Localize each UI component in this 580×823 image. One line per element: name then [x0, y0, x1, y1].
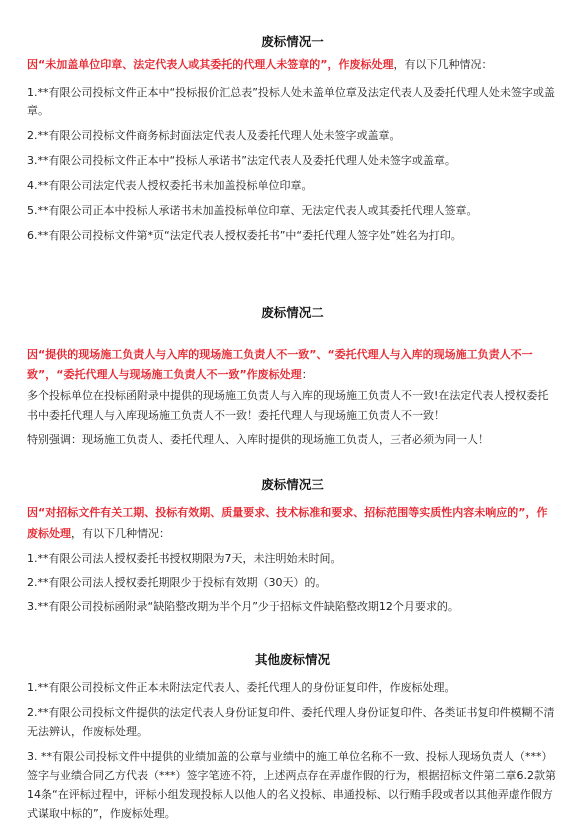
list-item: 5.**有限公司正本中投标人承诺书未加盖投标单位印章、无法定代表人或其委托代理人签章。: [27, 204, 478, 217]
list-item: 2.**有限公司投标文件商务标封面法定代表人及委托代理人处未签字或盖章。: [27, 129, 401, 142]
list-item: 6.**有限公司投标文件第*页“法定代表人授权委托书”中“委托代理人签字处”姓名为打印。: [27, 229, 462, 242]
section-3-intro-highlight: 因“对招标文件有关工期、投标有效期、质量要求、技术标准和要求、招标范围等实质性内容未响应的”，作废标处理: [27, 506, 548, 540]
section-2-note: 特别强调：现场施工负责人、委托代理人、入库时提供的现场施工负责人，三者必须为同一人！: [27, 433, 489, 446]
section-1-intro-highlight: 因“未加盖单位印章、法定代表人或其委托的代理人未签章的”，作废标处理: [27, 58, 394, 71]
list-item: 1.**有限公司投标文件正本中“投标报价汇总表”投标人处未盖单位章及法定代表人及委托代理人处未签字或盖章。: [27, 86, 555, 117]
section-2-title: 废标情况二: [261, 305, 324, 320]
list-item: 1.**有限公司法人授权委托书授权期限为7天，未注明始未时间。: [27, 552, 342, 565]
section-4: [27, 650, 558, 823]
section-1-list: [27, 84, 558, 245]
section-3-intro: [27, 502, 558, 544]
section-1: [27, 0, 558, 245]
section-1-title: 废标情况一: [261, 34, 324, 49]
section-3-intro-tail: ，有以下几种情况：: [71, 527, 170, 540]
section-2-body: 多个投标单位在投标函附录中提供的现场施工负责人与入库的现场施工负责人不一致!在法定代表人授权委托书中委托代理人与入库现场施工负责人不一致！委托代理人与现场施工负责人不一致！: [27, 389, 549, 422]
section-3-title: 废标情况三: [261, 477, 324, 492]
section-4-title: 其他废标情况: [254, 652, 330, 667]
section-2-intro: [27, 345, 558, 385]
section-2-intro-highlight: 因“提供的现场施工负责人与入库的现场施工负责人不一致”、“委托代理人与入库的现场施工负责人不一致”，“委托代理人与现场施工负责人不一致”作废标处理: [27, 348, 533, 381]
list-item: 3.**有限公司投标函附录“缺陷整改期为半个月”少于招标文件缺陷整改期12个月要求的。: [27, 600, 459, 613]
list-item: 2.**有限公司法人授权委托期限少于投标有效期（30天）的。: [27, 576, 327, 589]
section-3: [27, 475, 558, 616]
list-item: 4.**有限公司法定代表人授权委托书未加盖投标单位印章。: [27, 179, 313, 192]
section-1-intro: [27, 55, 558, 75]
section-4-list: [27, 678, 558, 823]
section-2-intro-tail: ：: [301, 368, 313, 381]
list-item: 3. **有限公司投标文件中提供的业绩加盖的公章与业绩中的施工单位名称不一致、投标人现场负责人（***）签字与业绩合同乙方代表（***）签字笔迹不符，上述两点存在弄虚作假的行为，根据招标文件第二章6.2款第14条“在评标过程中，评标小组发现投标人以他人的名义投标、串通投标、以行贿手段或者以其他弄虚作假方式谋取中标的”，作废标处理。: [27, 750, 556, 820]
list-item: 3.**有限公司投标文件正本中“投标人承诺书”法定代表人及委托代理人处未签字或盖章。: [27, 154, 456, 167]
section-3-list: [27, 550, 558, 616]
list-item: 1.**有限公司投标文件正本未附法定代表人、委托代理人的身份证复印件，作废标处理。: [27, 681, 456, 694]
section-1-intro-tail: ，有以下几种情况：: [393, 58, 493, 71]
section-2: [27, 303, 558, 449]
list-item: 2.**有限公司投标文件提供的法定代表人身份证复印件、委托代理人身份证复印件、各类证书复印件模糊不清无法辨认，作废标处理。: [27, 706, 555, 738]
